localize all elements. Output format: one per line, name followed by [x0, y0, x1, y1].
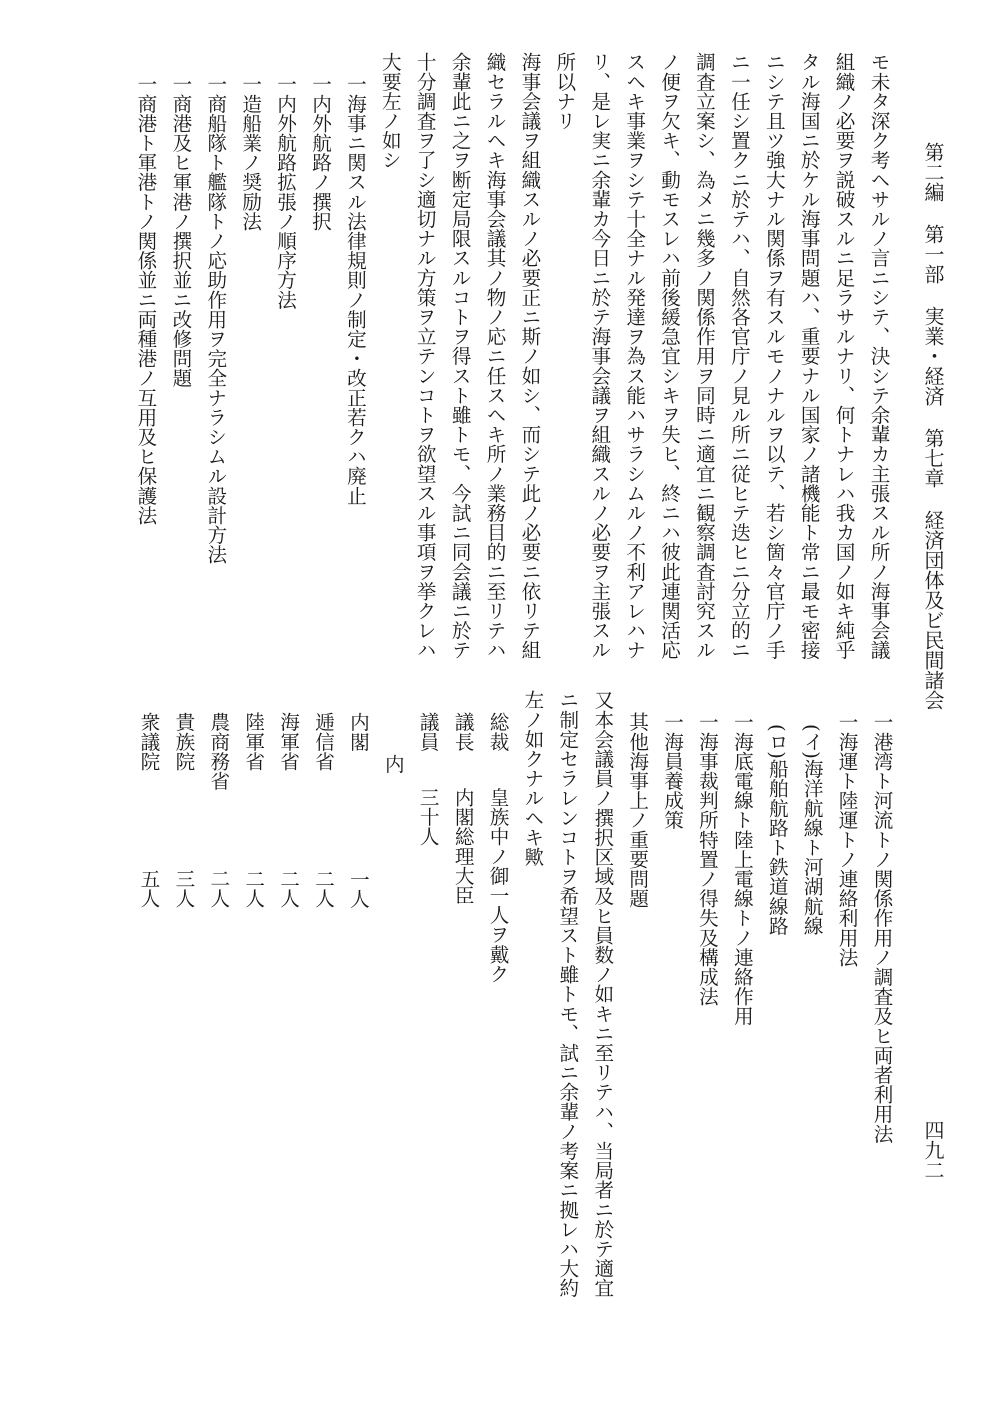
member-row [200, 690, 235, 1290]
member-count: 三人 [171, 868, 195, 909]
member-name: 貴族院 [171, 712, 195, 771]
header-chapter: 第七章 [921, 428, 945, 488]
member-row [235, 690, 270, 1290]
member-name: 農商務省 [206, 712, 230, 791]
text-line: 又本会議員ノ撰択区域及ヒ員数ノ如キニ至リテハ、当局者ニ於テ適宜 [590, 690, 614, 1298]
inner-heading: 内 [381, 754, 405, 774]
member-count: 二人 [241, 868, 265, 909]
officer-detail: 三十人 [416, 787, 440, 847]
text-line: タル海国ニ於ケル海事問題ハ、重要ナル国家ノ諸機能ト常ニ最モ密接 [797, 52, 821, 660]
header-part: 第二編 [921, 142, 945, 202]
bottom-text-block [78, 690, 898, 1298]
member-row [270, 690, 305, 1290]
text-line: ニ一任シ置クニ於テハ、自然各官庁ノ見ル所ニ従ヒテ迭ヒニ分立的ニ [727, 52, 751, 660]
text-line: 所以ナリ [552, 52, 576, 131]
header-topic: 実業・経済 [921, 306, 945, 406]
list-item: 一海員養成策 [660, 712, 684, 830]
member-count: 二人 [206, 868, 230, 908]
text-line: モ未タ深ク考ヘサルノ言ニシテ、決シテ余輩カ主張スル所ノ海事会議 [867, 52, 890, 660]
running-header [916, 142, 950, 710]
officer-row [444, 690, 479, 1290]
list-item: 一内外航路拡張ノ順序方法 [273, 74, 297, 310]
officer-role: 総裁 [486, 712, 510, 752]
officer-role: 議長 [451, 712, 475, 752]
list-item: 一造船業ノ奨励法 [238, 74, 262, 231]
list-item: 一港湾ト河流トノ関係作用ノ調査及ヒ両者利用法 [870, 712, 893, 1144]
member-row [340, 690, 375, 1290]
officer-row [409, 690, 444, 1290]
member-name: 衆議院 [136, 712, 160, 771]
member-name: 内閣 [346, 712, 370, 752]
officer-row [479, 690, 514, 1290]
list-item: 一海事裁判所特置ノ得失及構成法 [695, 712, 719, 1006]
officer-role: 議員 [416, 712, 440, 752]
text-line: 十分調査ヲ了シ適切ナル方策ヲ立テンコトヲ欲望スル事項ヲ挙クレハ [413, 52, 437, 660]
member-row [165, 690, 200, 1290]
officer-detail: 皇族中ノ御一人ヲ戴ク [486, 787, 510, 984]
list-item: 一海事ニ関スル法律規則ノ制定・改正若クハ廃止 [343, 74, 367, 506]
list-item: 一商船隊ト艦隊トノ応助作用ヲ完全ナラシムル設計方法 [203, 74, 227, 564]
member-name: 陸軍省 [241, 712, 265, 771]
member-name: 逓信省 [311, 712, 335, 771]
text-line: 織セラルヘキ海事会議其ノ物ノ応ニ任スヘキ所ノ業務目的ニ至リテハ [483, 52, 507, 660]
text-line: 左ノ如クナルヘキ歟 [520, 690, 544, 867]
page-number: 四九二 [921, 1120, 945, 1180]
list-item: 一商港ト軍港トノ関係並ニ両種港ノ互用及ヒ保護法 [133, 74, 157, 525]
sub-list-item: (イ)海洋航線ト河湖航線 [800, 724, 824, 936]
text-line: スヘキ事業ヲシテ十全ナル発達ヲ為ス能ハサラシムルノ不利アレハナ [622, 52, 646, 660]
member-row [305, 690, 340, 1290]
header-section: 第一部 [921, 224, 945, 284]
list-item: 一海底電線ト陸上電線トノ連絡作用 [730, 712, 754, 1026]
text-line: 調査立案シ、為メニ幾多ノ関係作用ヲ同時ニ適宜ニ観察調査討究スル [692, 52, 716, 660]
sub-list-item: (ロ)船舶航路ト鉄道線路 [765, 724, 789, 936]
text-line: リ、是レ実ニ余輩カ今日ニ於テ海事会議ヲ組織スルノ必要ヲ主張スル [587, 52, 611, 660]
text-line: ノ便ヲ欠キ、動モスレハ前後緩急宜シキヲ失ヒ、終ニハ彼此連関活応 [657, 52, 681, 660]
member-count: 五人 [136, 868, 160, 909]
list-item: 其他海事上ノ重要問題 [625, 712, 649, 908]
member-count: 一人 [346, 869, 370, 909]
text-line: 海事会議ヲ組織スルノ必要正ニ斯ノ如シ、而シテ此ノ必要ニ依リテ組 [517, 52, 541, 660]
member-count: 二人 [276, 868, 300, 909]
list-item: 一商港及ヒ軍港ノ撰択並ニ改修問題 [168, 74, 192, 388]
top-text-block [75, 52, 895, 662]
list-item: 一内外航路ノ撰択 [308, 74, 332, 231]
text-line: ニシテ且ツ強大ナル関係ヲ有スルモノナルヲ以テ、若シ箇々官庁ノ手 [762, 52, 786, 660]
text-line: ニ制定セラレンコトヲ希望スト雖トモ、試ニ余輩ノ考案ニ拠レハ大約 [555, 690, 579, 1298]
list-item: 一海運ト陸運トノ連絡利用法 [835, 712, 859, 967]
text-line: 余輩此ニ之ヲ断定局限スルコトヲ得スト雖トモ、今試ニ同会議ニ於テ [448, 52, 472, 660]
member-name: 海軍省 [276, 712, 300, 771]
member-count: 二人 [311, 868, 335, 909]
text-line: 組織ノ必要ヲ説破スルニ足ラサルナリ、何トナレハ我カ国ノ如キ純乎 [832, 52, 856, 660]
officer-detail: 内閣総理大臣 [451, 787, 475, 905]
member-row [130, 690, 165, 1290]
text-line: 大要左ノ如シ [378, 52, 402, 170]
header-chapter-title: 経済団体及ビ民間諸会 [921, 510, 945, 710]
